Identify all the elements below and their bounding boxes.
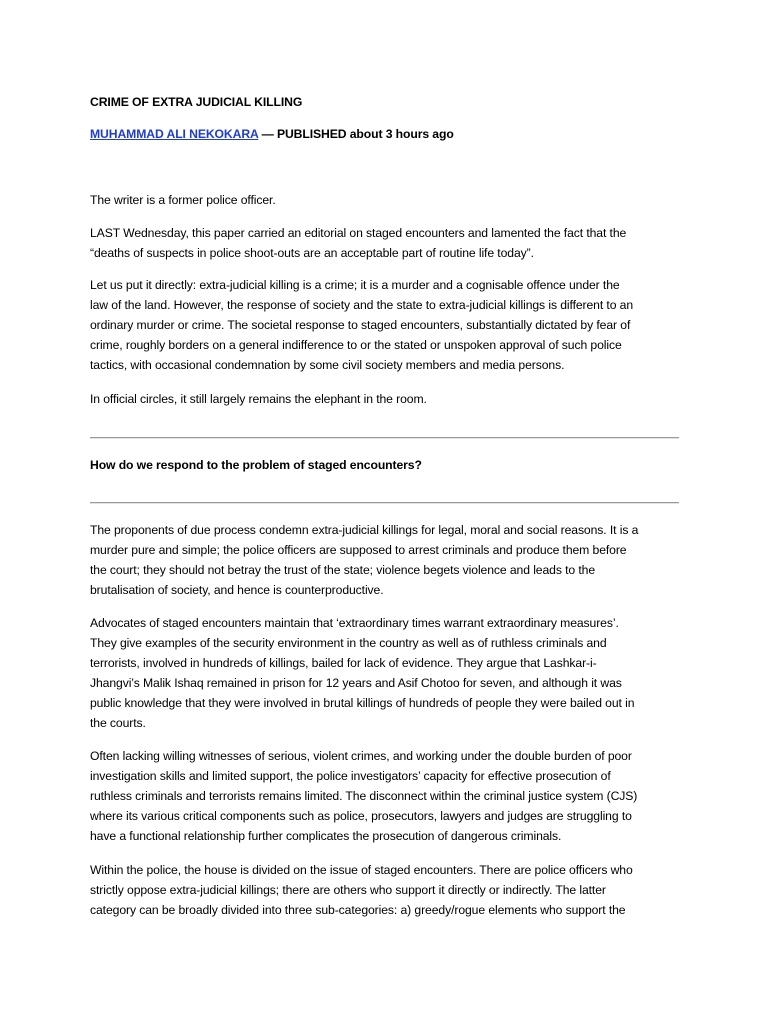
paragraph-line: where its various critical components such as police, prosecutors, lawyers and judges are struggling to xyxy=(90,809,632,823)
paragraph-line: public knowledge that they were involved in brutal killings of hundreds of people they were bailed out in xyxy=(90,696,635,710)
paragraph-7 xyxy=(90,860,680,920)
divider-top xyxy=(90,437,679,439)
paragraph-line: They give examples of the security environment in the country as well as of ruthless criminals and xyxy=(90,636,607,650)
paragraph-line: Jhangvi’s Malik Ishaq remained in prison for 12 years and Asif Chotoo for seven, and although it was xyxy=(90,676,622,690)
byline xyxy=(90,124,454,144)
divider-bottom xyxy=(90,502,679,504)
paragraph-line: ordinary murder or crime. The societal response to staged encounters, substantially dictated by fear of xyxy=(90,318,631,332)
paragraph-line: “deaths of suspects in police shoot-outs are an acceptable part of routine life today”. xyxy=(90,246,534,260)
paragraph-line: brutalisation of society, and hence is counterproductive. xyxy=(90,583,384,597)
paragraph-5 xyxy=(90,613,680,733)
paragraph-line: murder pure and simple; the police officers are supposed to arrest criminals and produce them before xyxy=(90,543,627,557)
paragraph-line: Advocates of staged encounters maintain that ‘extraordinary times warrant extraordinary measures’. xyxy=(90,616,619,630)
paragraph-line: ruthless criminals and terrorists remains limited. The disconnect within the criminal justice system (CJS) xyxy=(90,789,638,803)
paragraph-6 xyxy=(90,746,680,846)
paragraph-line: law of the land. However, the response of society and the state to extra-judicial killings is different to an xyxy=(90,298,634,312)
paragraph-line: In official circles, it still largely remains the elephant in the room. xyxy=(90,392,427,406)
paragraph-line: terrorists, involved in hundreds of killings, bailed for lack of evidence. They argue that Lashkar-i- xyxy=(90,656,597,670)
paragraph-line: the courts. xyxy=(90,716,146,730)
paragraph-line: the court; they should not betray the trust of the state; violence begets violence and leads to the xyxy=(90,563,596,577)
published-time: — PUBLISHED about 3 hours ago xyxy=(258,127,454,141)
article-title: CRIME OF EXTRA JUDICIAL KILLING xyxy=(90,95,303,109)
paragraph-line: crime, roughly borders on a general indifference to or the stated or unspoken approval of such police xyxy=(90,338,622,352)
paragraph-line: Let us put it directly: extra-judicial killing is a crime; it is a murder and a cognisable offence under the xyxy=(90,278,620,292)
paragraph-line: investigation skills and limited support, the police investigators’ capacity for effective prosecution of xyxy=(90,769,611,783)
paragraph-line: category can be broadly divided into three sub-categories: a) greedy/rogue elements who support the xyxy=(90,903,626,917)
paragraph-line: tactics, with occasional condemnation by some civil society members and media persons. xyxy=(90,358,565,372)
paragraph-line: strictly oppose extra-judicial killings; there are others who support it directly or indirectly. The latter xyxy=(90,883,606,897)
paragraph-3 xyxy=(90,389,680,409)
paragraph-1 xyxy=(90,223,680,263)
author-link[interactable]: MUHAMMAD ALI NEKOKARA xyxy=(90,127,259,141)
paragraph-2 xyxy=(90,275,680,375)
paragraph-line: The proponents of due process condemn extra-judicial killings for legal, moral and social reasons. It is a xyxy=(90,523,639,537)
paragraph-line: The writer is a former police officer. xyxy=(90,193,276,207)
paragraph-line: Often lacking willing witnesses of serious, violent crimes, and working under the double burden of poor xyxy=(90,749,632,763)
paragraph-line: have a functional relationship further complicates the prosecution of dangerous criminals. xyxy=(90,829,562,843)
section-question: How do we respond to the problem of staged encounters? xyxy=(90,458,422,472)
intro-paragraph xyxy=(90,190,680,210)
paragraph-4 xyxy=(90,520,680,600)
paragraph-line: Within the police, the house is divided on the issue of staged encounters. There are police officers who xyxy=(90,863,633,877)
paragraph-line: LAST Wednesday, this paper carried an editorial on staged encounters and lamented the fact that the xyxy=(90,226,627,240)
